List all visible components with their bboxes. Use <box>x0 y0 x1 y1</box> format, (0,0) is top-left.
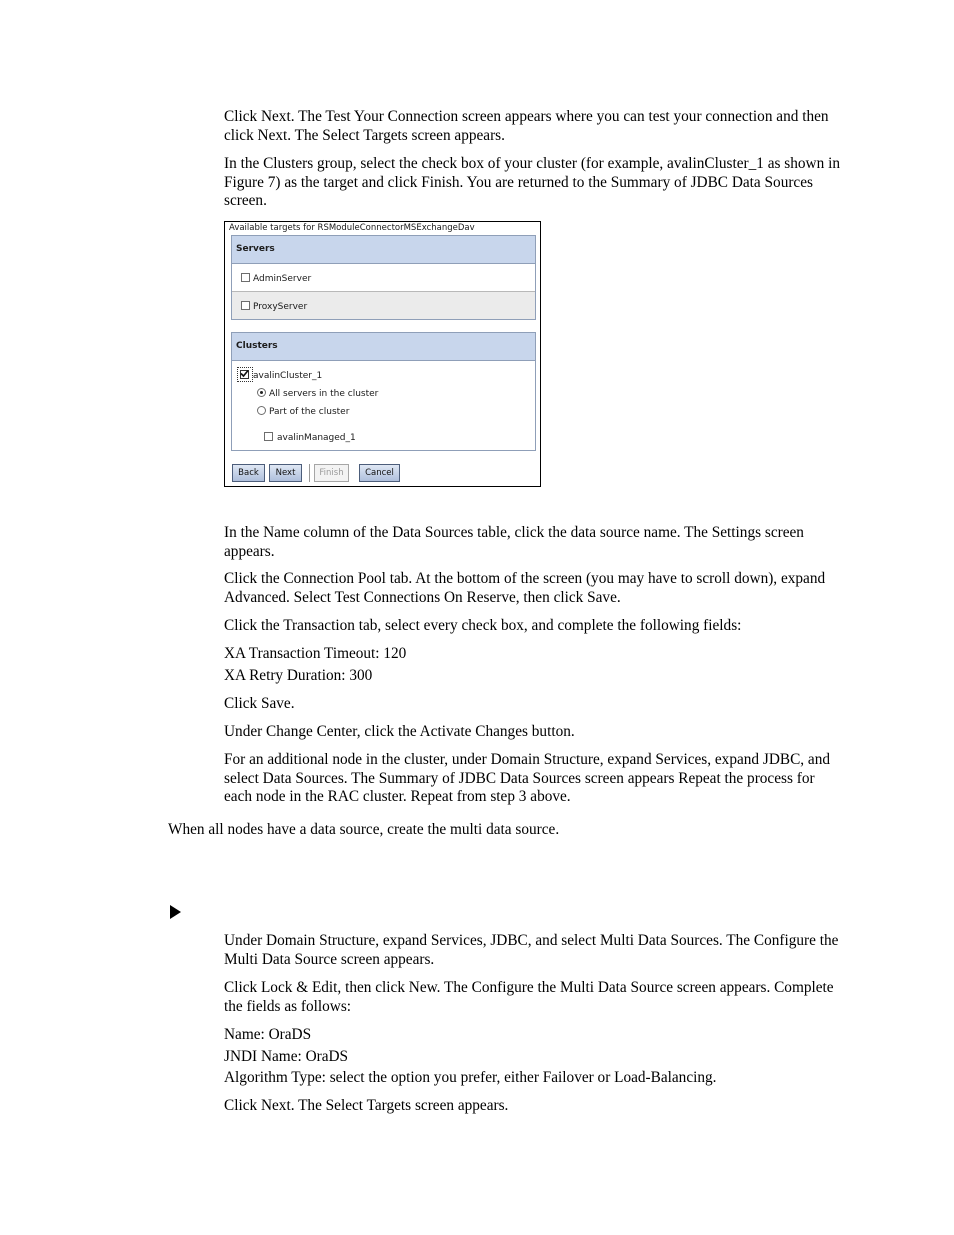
select-targets-figure <box>224 221 541 487</box>
server-row <box>232 264 535 292</box>
adminserver-label: AdminServer <box>253 274 312 284</box>
paragraph-summary: When all nodes have a data source, create the multi data source. <box>168 821 560 838</box>
paragraph-connection-pool: Click the Connection Pool tab. At the bottom of the screen (you may have to scroll down), expand Advanced. Select Test Connections On Reserve, then click Save. <box>224 570 826 606</box>
avalincluster-label: avalinCluster_1 <box>253 371 323 381</box>
radio-part-cluster[interactable] <box>257 406 266 415</box>
radio-all-servers-label: All servers in the cluster <box>269 389 379 399</box>
cancel-button[interactable]: Cancel <box>359 464 400 482</box>
clusters-header: Clusters <box>232 333 535 361</box>
avalinmanaged-label: avalinManaged_1 <box>277 433 356 443</box>
radio-selected-dot <box>260 391 263 394</box>
radio-all-servers[interactable] <box>257 388 266 397</box>
avalinmanaged-checkbox[interactable] <box>264 432 273 441</box>
figure-caption: Available targets for RSModuleConnectorMSExchangeDav <box>229 223 475 233</box>
servers-header: Servers <box>232 236 535 264</box>
paragraph-additional-node: For an additional node in the cluster, under Domain Structure, expand Services, expand JDBC, and select Data Sources. The Summary of JDBC Data Sources screen appears Repeat the process for each node in the RAC cluster. Repeat from step 3 above. <box>224 751 831 805</box>
avalincluster-checkbox[interactable] <box>240 370 249 379</box>
paragraph-final-next: Click Next. The Select Targets screen appears. <box>224 1097 509 1114</box>
field-xa-retry: XA Retry Duration: 300 <box>224 666 373 684</box>
paragraph-lock-edit: Click Lock & Edit, then click New. The Configure the Multi Data Source screen appears. Complete the fields as follows: <box>224 979 834 1015</box>
adminserver-checkbox[interactable] <box>241 273 250 282</box>
server-row <box>232 292 535 319</box>
field-xa-timeout: XA Transaction Timeout: 120 <box>224 645 407 662</box>
proxyserver-label: ProxyServer <box>253 302 308 312</box>
radio-part-cluster-label: Part of the cluster <box>269 407 350 417</box>
field-algorithm-type: Algorithm Type: select the option you prefer, either Failover or Load-Balancing. <box>224 1069 717 1086</box>
finish-button[interactable]: Finish <box>314 464 349 482</box>
fields-multi-ds <box>224 1026 844 1088</box>
paragraph-name-column: In the Name column of the Data Sources table, click the data source name. The Settings screen appears. <box>224 524 804 560</box>
back-button[interactable]: Back <box>232 464 265 482</box>
button-separator <box>309 464 310 482</box>
paragraph-step-clusters: In the Clusters group, select the check box of your cluster (for example, avalinCluster_1 as shown in Figure 7) as the target and click Finish. You are returned to the Summary of JDBC Data Sources screen. <box>224 155 840 209</box>
check-icon <box>240 369 249 378</box>
proxyserver-checkbox[interactable] <box>241 301 250 310</box>
procedure-arrow-icon <box>170 905 181 919</box>
fields-xa <box>224 645 844 685</box>
field-name: Name: OraDS <box>224 1026 312 1043</box>
paragraph-change-center: Under Change Center, click the Activate Changes button. <box>224 723 575 740</box>
paragraph-step-next: Click Next. The Test Your Connection screen appears where you can test your connection and then click Next. The Select Targets screen appears. <box>224 108 829 144</box>
field-jndi-name: JNDI Name: OraDS <box>224 1047 349 1065</box>
clusters-group <box>231 332 536 451</box>
paragraph-transaction-tab: Click the Transaction tab, select every check box, and complete the following fields: <box>224 617 742 634</box>
paragraph-domain-structure: Under Domain Structure, expand Services, JDBC, and select Multi Data Sources. The Configure the Multi Data Source screen appears. <box>224 932 839 968</box>
paragraph-click-save: Click Save. <box>224 695 295 712</box>
servers-group <box>231 235 536 320</box>
next-button[interactable]: Next <box>269 464 302 482</box>
